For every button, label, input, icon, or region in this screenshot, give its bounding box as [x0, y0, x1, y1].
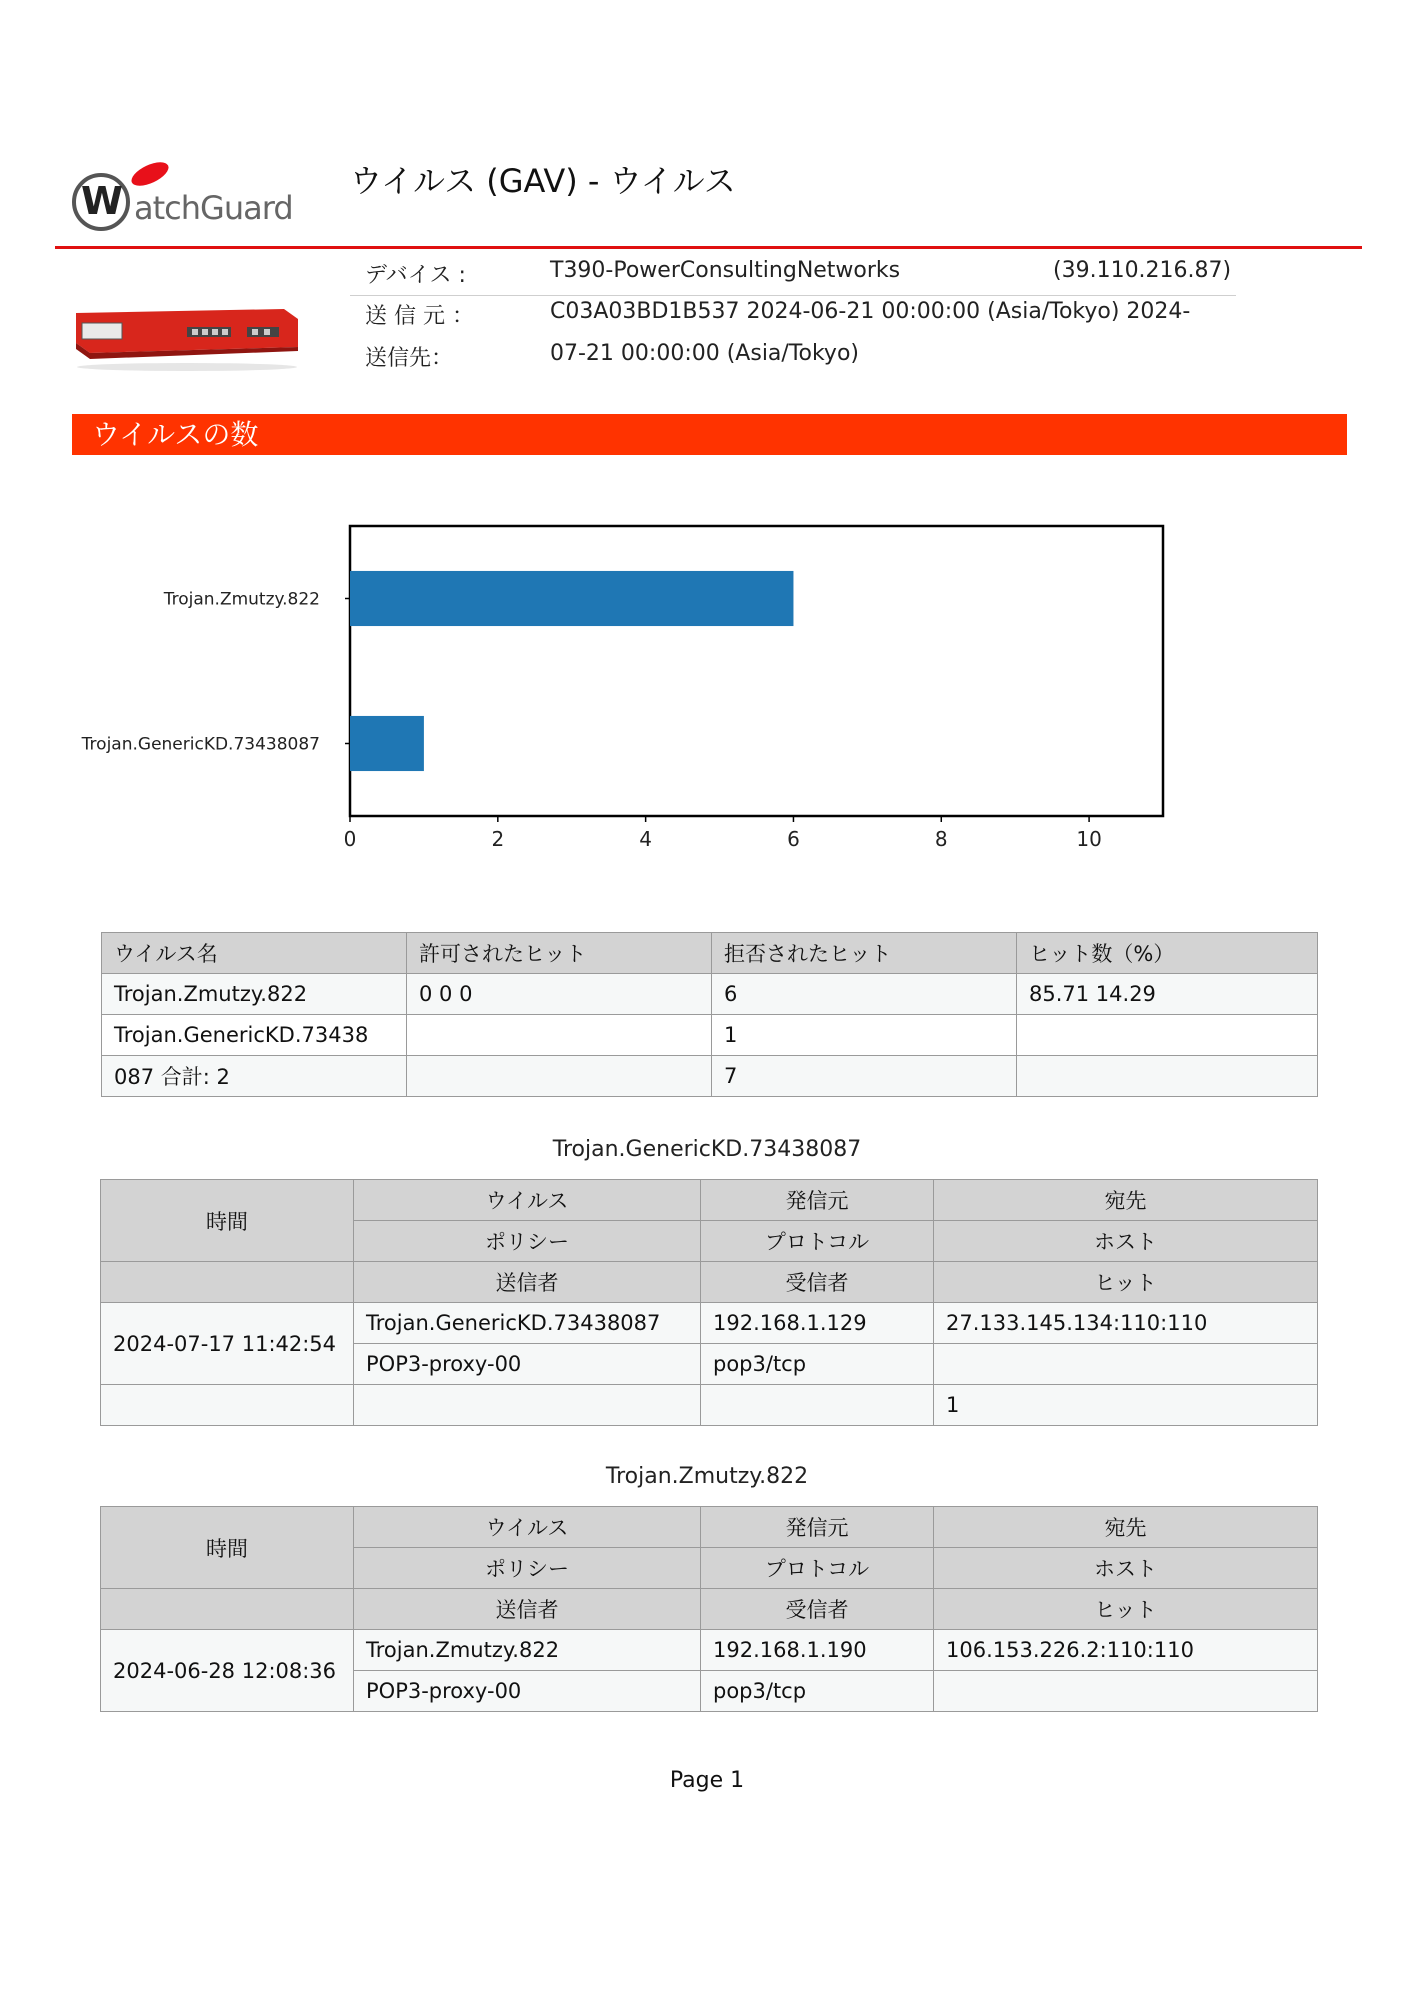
col-header-blank — [101, 1262, 354, 1303]
blank-cell — [101, 1385, 354, 1426]
table-row — [101, 1303, 1318, 1344]
summary-table — [101, 932, 1318, 1097]
hits-cell: 1 — [934, 1385, 1318, 1426]
to-value: 07-21 00:00:00 (Asia/Tokyo) — [550, 341, 859, 366]
table-row — [101, 1630, 1318, 1671]
time-cell: 2024-06-28 12:08:36 — [101, 1630, 354, 1712]
x-tick-label: 6 — [787, 827, 800, 851]
col-header-policy: ポリシー — [354, 1548, 701, 1589]
detail-table — [100, 1506, 1318, 1712]
x-tick-label: 4 — [639, 827, 653, 851]
col-header-denied-hits: 拒否されたヒット — [712, 933, 1017, 974]
col-header-hit-percent: ヒット数（%） — [1017, 933, 1318, 974]
col-header-protocol: プロトコル — [701, 1221, 934, 1262]
host-cell — [934, 1344, 1318, 1385]
col-header-hits: ヒット — [934, 1262, 1318, 1303]
device-ip: (39.110.216.87) — [1053, 258, 1232, 283]
col-header-virus-name: ウイルス名 — [102, 933, 407, 974]
bar — [350, 716, 424, 771]
col-header-destination: 宛先 — [934, 1507, 1318, 1548]
host-cell — [934, 1671, 1318, 1712]
protocol-cell: pop3/tcp — [701, 1671, 934, 1712]
policy-cell: POP3-proxy-00 — [354, 1344, 701, 1385]
table-cell: 7 — [712, 1056, 1017, 1097]
col-header-time: 時間 — [101, 1507, 354, 1589]
table-cell: 85.71 14.29 — [1017, 974, 1318, 1015]
page-title: ウイルス (GAV) - ウイルス — [350, 162, 736, 200]
device-label: デバイス : — [365, 263, 466, 288]
section-header-bar — [72, 414, 1347, 455]
col-header-host: ホスト — [934, 1221, 1318, 1262]
col-header-virus: ウイルス — [354, 1180, 701, 1221]
table-cell: 1 — [712, 1015, 1017, 1056]
table-cell — [1017, 1056, 1318, 1097]
virus-cell: Trojan.GenericKD.73438087 — [354, 1303, 701, 1344]
x-tick-label: 2 — [491, 827, 505, 851]
detail-table — [100, 1179, 1318, 1426]
virus-count-chart — [60, 510, 1180, 860]
detail-table-caption: Trojan.GenericKD.73438087 — [552, 1137, 862, 1162]
table-row — [102, 974, 1318, 1015]
table-row — [102, 1056, 1318, 1097]
section-title: ウイルスの数 — [92, 418, 259, 451]
col-header-blank — [101, 1589, 354, 1630]
table-cell — [407, 1015, 712, 1056]
table-cell: Trojan.GenericKD.73438 — [102, 1015, 407, 1056]
virus-cell: Trojan.Zmutzy.822 — [354, 1630, 701, 1671]
time-cell: 2024-07-17 11:42:54 — [101, 1303, 354, 1385]
source-cell: 192.168.1.129 — [701, 1303, 934, 1344]
watchguard-logo: W atchGuard — [72, 165, 312, 245]
col-header-time: 時間 — [101, 1180, 354, 1262]
col-header-allowed-hits: 許可されたヒット — [407, 933, 712, 974]
table-cell — [407, 1056, 712, 1097]
page-number: Page 1 — [669, 1768, 745, 1793]
table-row — [102, 1015, 1318, 1056]
source-cell: 192.168.1.190 — [701, 1630, 934, 1671]
col-header-sender: 送信者 — [354, 1589, 701, 1630]
col-header-hits: ヒット — [934, 1589, 1318, 1630]
recipient-cell — [701, 1385, 934, 1426]
col-header-protocol: プロトコル — [701, 1548, 934, 1589]
header-divider — [55, 246, 1362, 249]
table-cell: 087 合計: 2 — [102, 1056, 407, 1097]
meta-divider — [350, 295, 1236, 296]
sender-cell — [354, 1385, 701, 1426]
col-header-source: 発信元 — [701, 1507, 934, 1548]
device-value: T390-PowerConsultingNetworks — [550, 258, 901, 283]
from-value: C03A03BD1B537 2024-06-21 00:00:00 (Asia/Tokyo) 2024- — [550, 299, 1191, 324]
x-tick-label: 8 — [934, 827, 948, 851]
col-header-virus: ウイルス — [354, 1507, 701, 1548]
table-row — [101, 1385, 1318, 1426]
table-cell: 6 — [712, 974, 1017, 1015]
col-header-source: 発信元 — [701, 1180, 934, 1221]
destination-cell: 106.153.226.2:110:110 — [934, 1630, 1318, 1671]
table-cell — [1017, 1015, 1318, 1056]
col-header-destination: 宛先 — [934, 1180, 1318, 1221]
firewall-device-image — [72, 303, 302, 373]
protocol-cell: pop3/tcp — [701, 1344, 934, 1385]
table-cell: Trojan.Zmutzy.822 — [102, 974, 407, 1015]
col-header-policy: ポリシー — [354, 1221, 701, 1262]
destination-cell: 27.133.145.134:110:110 — [934, 1303, 1318, 1344]
col-header-host: ホスト — [934, 1548, 1318, 1589]
policy-cell: POP3-proxy-00 — [354, 1671, 701, 1712]
table-cell: 0 0 0 — [407, 974, 712, 1015]
col-header-recipient: 受信者 — [701, 1589, 934, 1630]
y-tick-label: Trojan.GenericKD.73438087 — [81, 734, 320, 755]
detail-table-caption: Trojan.Zmutzy.822 — [605, 1464, 809, 1489]
x-tick-label: 10 — [1076, 827, 1102, 851]
from-label: 送 信 元 ： — [365, 304, 474, 329]
plot-frame — [350, 526, 1163, 816]
to-label: 送信先： — [365, 346, 454, 371]
col-header-sender: 送信者 — [354, 1262, 701, 1303]
col-header-recipient: 受信者 — [701, 1262, 934, 1303]
x-tick-label: 0 — [343, 827, 357, 851]
bar — [350, 571, 793, 626]
y-tick-label: Trojan.Zmutzy.822 — [163, 589, 320, 610]
